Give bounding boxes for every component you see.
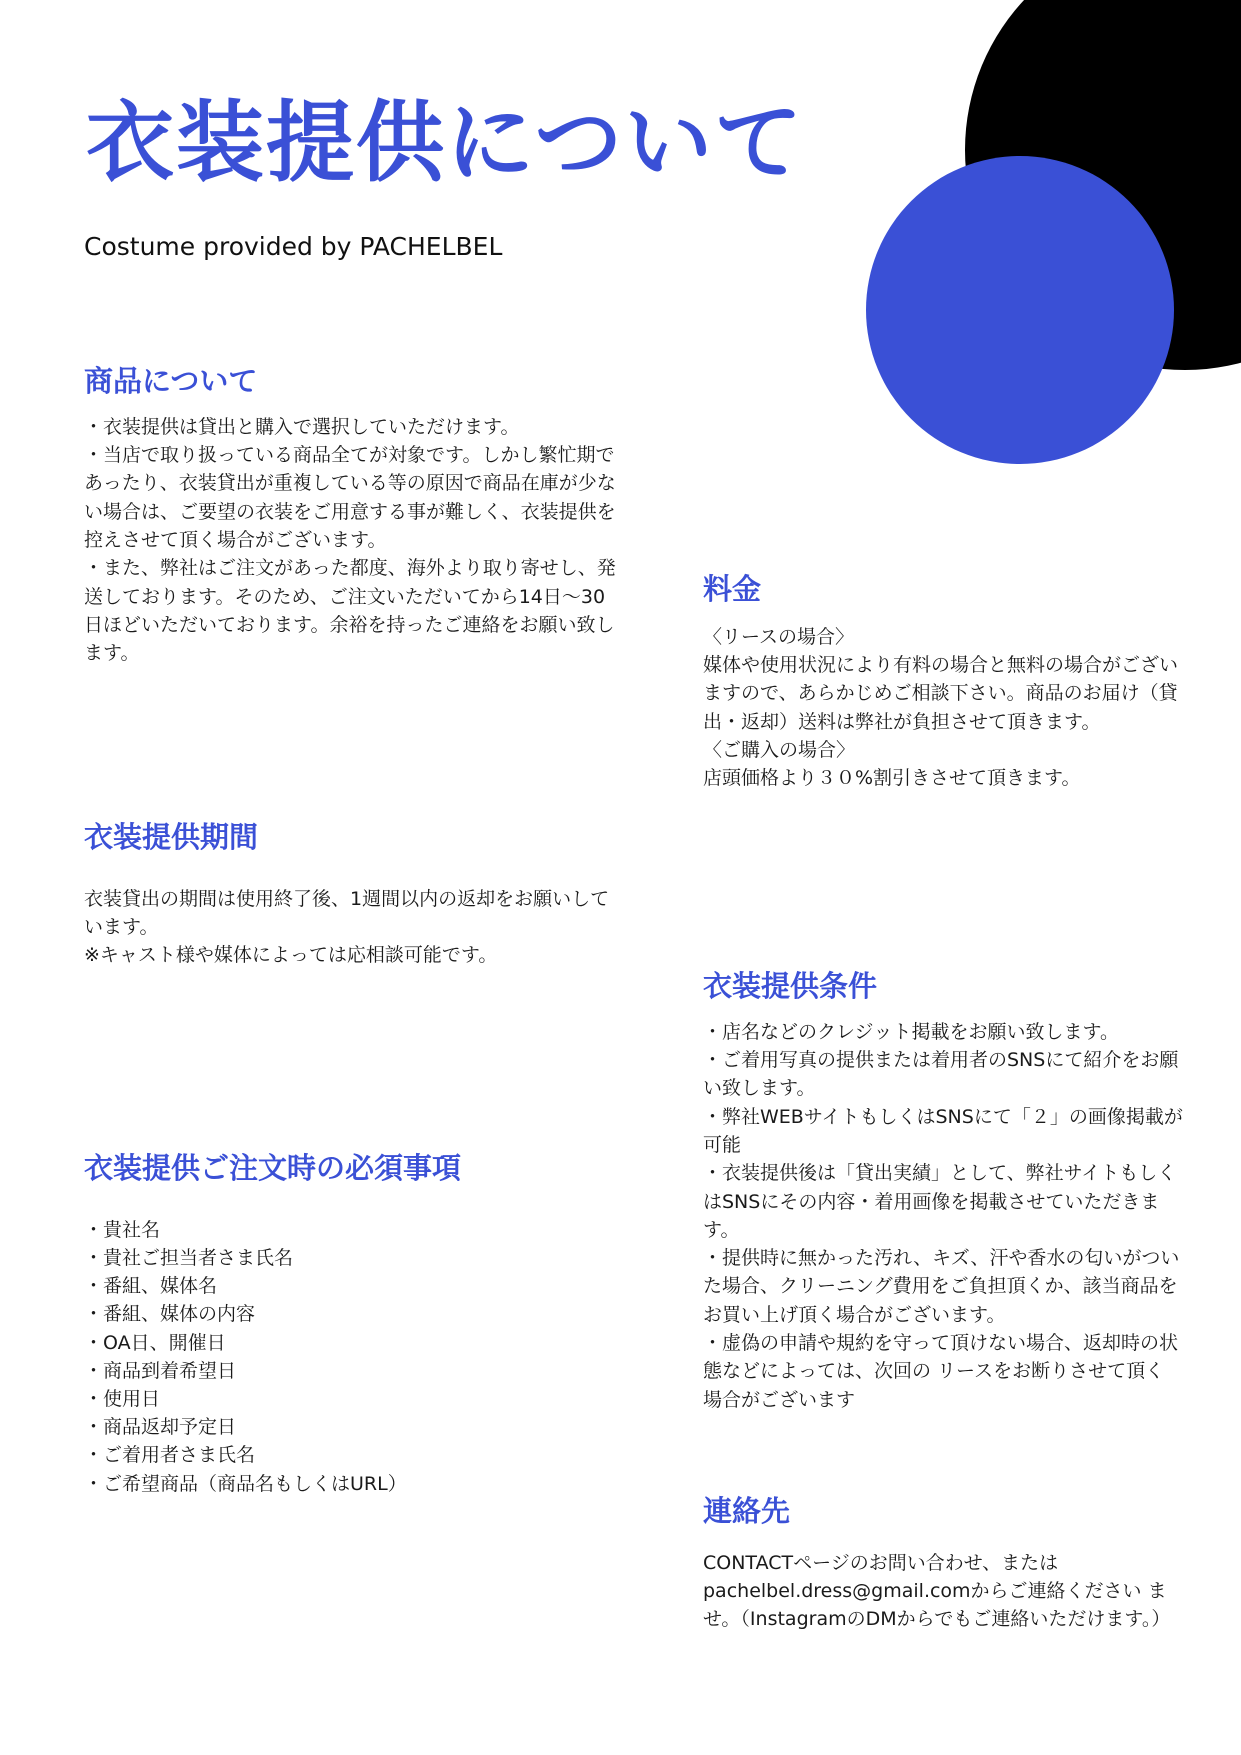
list-item: ・ご希望商品（商品名もしくはURL） <box>84 1472 407 1495</box>
page-title: 衣装提供について <box>86 90 805 194</box>
section-conditions-body: ・店名などのクレジット掲載をお願い致します。 ・ご着用写真の提供または着用者のSNSにて紹介をお願い致します。 ・弊社WEBサイトもしくはSNSにて「２」の画像掲載が可能 ・衣装提供後は「貸出実績」として、弊社サイトもしくはSNSにその内容・着用画像を掲載させていただきます。 ・提供時に無かった汚れ、キズ、汗や香水の匂いがついた場合、クリーニング費用をご負担頂くか、該当商品をお買い上げ頂く場合がございます。 ・虚偽の申請や規約を守って頂けない場合、返却時の状態などによっては、次回の リースをお断りさせて頂く場合がございます <box>703 1020 1183 1411</box>
section-period <box>84 820 624 970</box>
section-required-heading: 衣装提供ご注文時の必須事項 <box>84 1151 462 1185</box>
list-item: ・ご着用者さま氏名 <box>84 1444 256 1467</box>
section-fees <box>703 572 1183 793</box>
section-products <box>84 364 624 667</box>
section-fees-heading: 料金 <box>703 572 762 606</box>
section-contact-body: CONTACTページのお問い合わせ、またはpachelbel.dress@gmail.comからご連絡ください ませ。（InstagramのDMからでもご連絡いただけます。） <box>703 1551 1171 1631</box>
list-item: ・使用日 <box>84 1388 161 1411</box>
section-required <box>84 1151 624 1498</box>
section-contact-heading: 連絡先 <box>703 1494 791 1528</box>
list-item: ・貴社ご担当者さま氏名 <box>84 1247 294 1269</box>
list-item: ・番組、媒体名 <box>84 1275 218 1298</box>
section-period-heading: 衣装提供期間 <box>84 820 259 854</box>
list-item: ・貴社名 <box>84 1218 161 1241</box>
section-contact <box>703 1494 1183 1634</box>
page-subtitle: Costume provided by PACHELBEL <box>84 232 503 261</box>
section-fees-body: 〈リースの場合〉 媒体や使用状況により有料の場合と無料の場合がございますので、あらかじめご相談下さい。商品のお届け（貸出・返却）送料は弊社が負担させて頂きます。 〈ご購入の場合〉 店頭価格より３０%割引きさせて頂きます。 <box>703 625 1179 790</box>
list-item: ・OA日、開催日 <box>84 1331 226 1354</box>
required-items-list <box>84 1216 624 1498</box>
section-products-body: ・衣装提供は貸出と購入で選択していただけます。 ・当店で取り扱っている商品全てが対象です。しかし繁忙期であったり、衣装貸出が重複している等の原因で商品在庫が少ない場合は、ご要望の衣装をご用意する事が難しく、衣装提供を控えさせて頂く場合がございます。 ・また、弊社はご注文があった都度、海外より取り寄せし、発送しております。そのため、ご注文いただいてから14日〜30日ほどいただいております。余裕を持ったご連絡をお願い致します。 <box>84 415 616 665</box>
section-conditions-heading: 衣装提供条件 <box>703 969 878 1003</box>
list-item: ・商品返却予定日 <box>84 1416 237 1439</box>
section-period-body: 衣装貸出の期間は使用終了後、1週間以内の返却をお願いしています。 ※キャスト様や媒体によっては応相談可能です。 <box>84 887 610 967</box>
list-item: ・商品到着希望日 <box>84 1359 237 1382</box>
section-conditions <box>703 969 1183 1414</box>
decorative-blue-circle <box>866 156 1174 464</box>
section-products-heading: 商品について <box>84 364 258 398</box>
list-item: ・番組、媒体の内容 <box>84 1303 256 1326</box>
